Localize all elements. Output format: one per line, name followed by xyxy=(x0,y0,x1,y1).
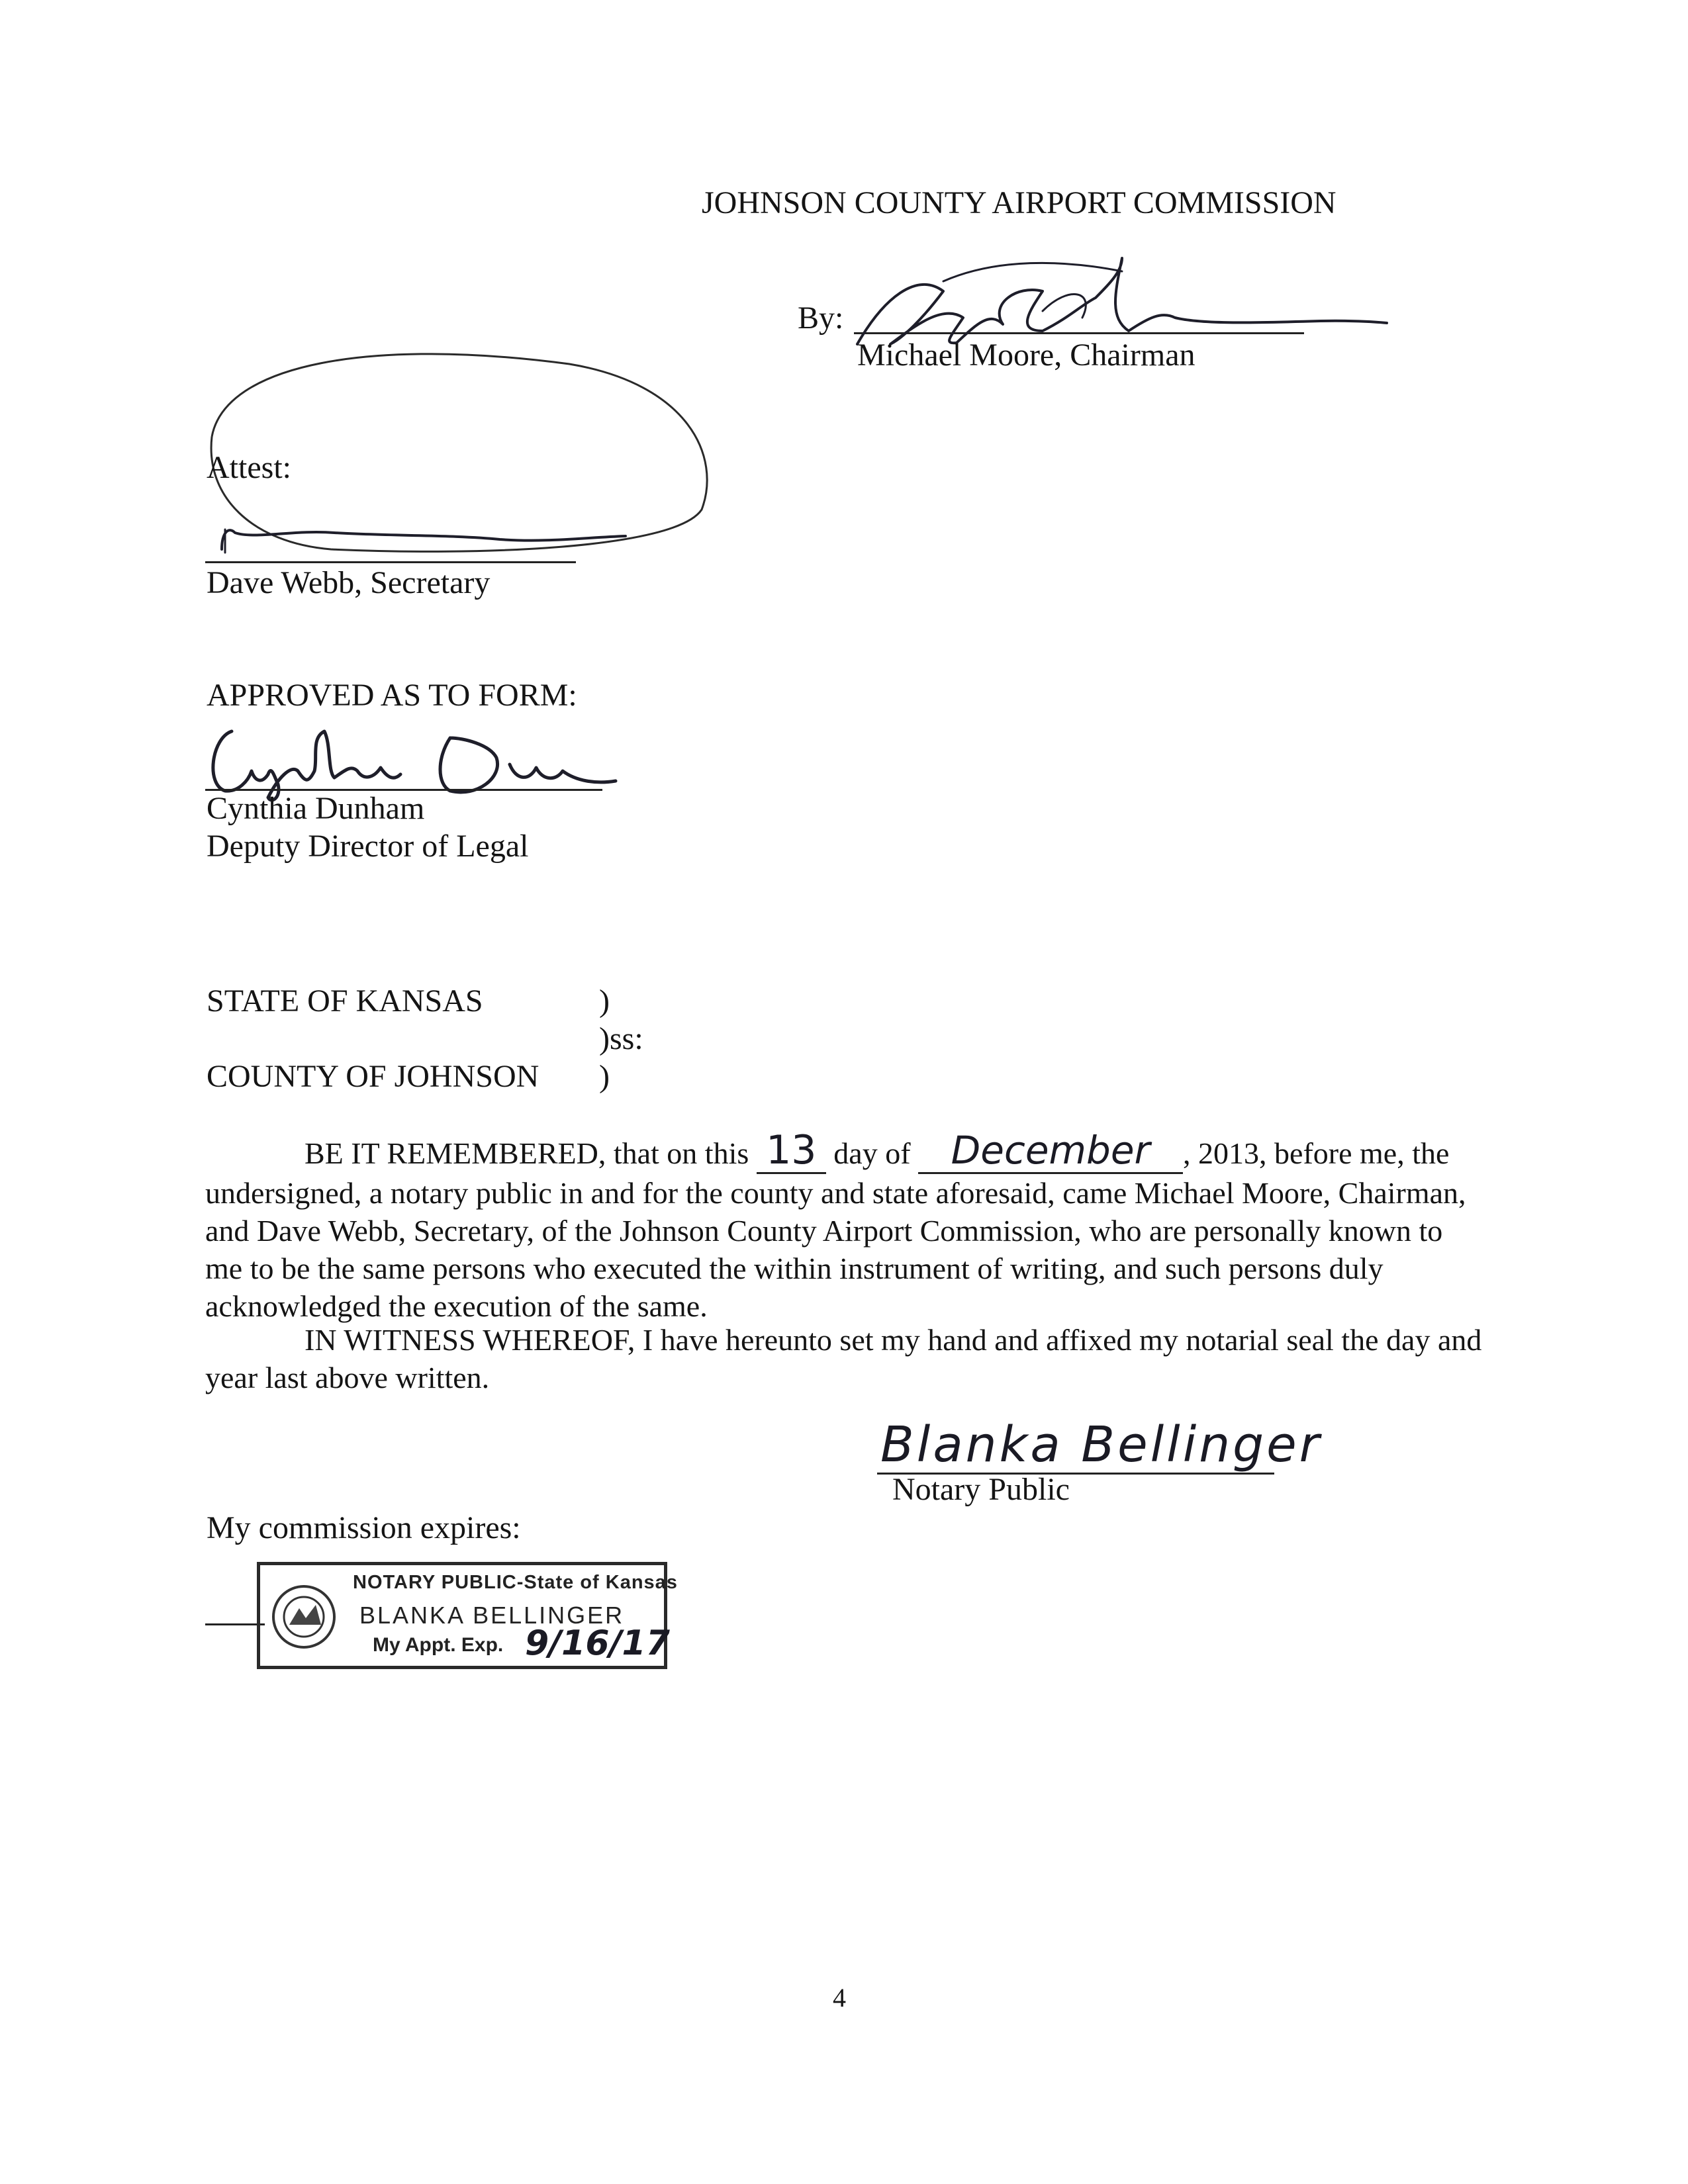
acknowledgment-lead: BE IT REMEMBERED, that on this xyxy=(305,1136,749,1170)
state-seal-icon xyxy=(269,1578,339,1657)
notary-title: Notary Public xyxy=(892,1472,1070,1507)
year-text: , 2013, before me, xyxy=(1183,1136,1405,1170)
commission-name: JOHNSON COUNTY AIRPORT COMMISSION xyxy=(702,185,1336,220)
approval-heading: APPROVED AS TO FORM: xyxy=(207,678,577,713)
by-label: By: xyxy=(798,300,844,336)
stamp-line-3-label: My Appt. Exp. xyxy=(373,1634,504,1656)
legal-signer-title: Deputy Director of Legal xyxy=(207,829,529,864)
day-of-text: day of xyxy=(833,1136,911,1170)
venue-paren-bottom: ) xyxy=(599,1059,610,1094)
secretary-signature xyxy=(215,516,692,563)
secretary-signature-line xyxy=(205,561,576,563)
stamp-line-1: NOTARY PUBLIC-State of Kansas xyxy=(353,1572,678,1593)
chairman-name: Michael Moore, Chairman xyxy=(857,338,1196,373)
notary-stamp xyxy=(257,1562,678,1669)
venue-paren-top: ) xyxy=(599,983,610,1019)
day-handwritten: 13 xyxy=(766,1127,817,1173)
venue-state: STATE OF KANSAS xyxy=(207,983,483,1019)
witness-lead: IN WITNESS WHEREOF, I have hereunto set my hand and affixed my notarial seal the xyxy=(305,1323,1379,1357)
venue-county: COUNTY OF JOHNSON xyxy=(207,1059,539,1094)
witness-paragraph xyxy=(205,1321,1483,1396)
month-blank xyxy=(918,1128,1183,1174)
witness-tail: day and year last above written. xyxy=(205,1323,1482,1394)
attest-label: Attest: xyxy=(207,450,291,485)
venue-ss: )ss: xyxy=(599,1021,643,1056)
month-handwritten: December xyxy=(951,1128,1150,1173)
acknowledgment-paragraph xyxy=(205,1127,1483,1325)
legal-signer-name: Cynthia Dunham xyxy=(207,791,425,826)
notary-signature: Blanka Bellinger xyxy=(880,1416,1323,1473)
stamp-expiration-date: 9/16/17 xyxy=(525,1623,670,1663)
commission-expires-label: My commission expires: xyxy=(207,1510,521,1545)
stamp-line-2: BLANKA BELLINGER xyxy=(359,1602,625,1629)
secretary-name: Dave Webb, Secretary xyxy=(207,565,491,600)
expires-blank-line xyxy=(205,1623,265,1625)
page-number: 4 xyxy=(833,1983,846,2013)
acknowledgment-body: the undersigned, a notary public in and for the county and state aforesaid, came Michael Moore, Chairman, and Dave Webb, Secretary, of the Johnson County Airport Commission, who are personally known to me to be the same persons who executed the within instrument of writing, and such persons duly acknowledged the execution of the same. xyxy=(205,1136,1466,1323)
day-blank xyxy=(757,1127,826,1174)
